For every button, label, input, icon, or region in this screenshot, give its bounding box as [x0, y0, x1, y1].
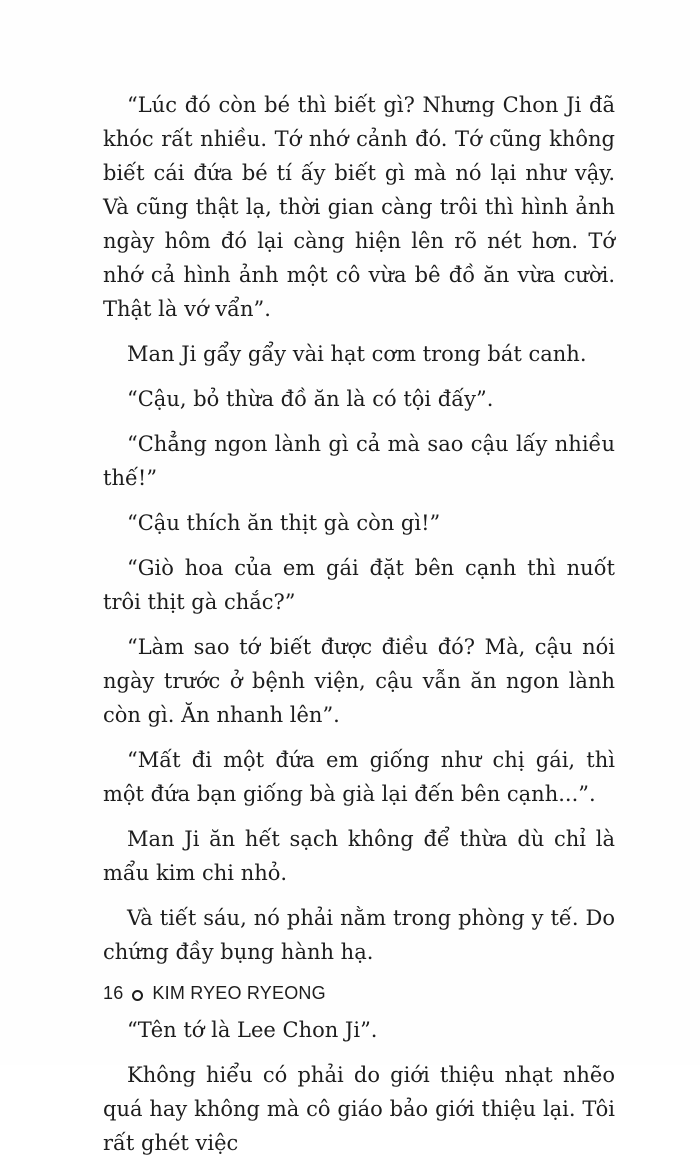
circle-separator-icon [132, 990, 143, 1001]
paragraph: “Chẳng ngon lành gì cả mà sao cậu lấy nhiều thế!” [103, 432, 615, 490]
paragraph: “Cậu thích ăn thịt gà còn gì!” [127, 511, 441, 535]
paragraph: “Giò hoa của em gái đặt bên cạnh thì nuốt trôi thịt gà chắc?” [103, 556, 615, 614]
page-footer [103, 983, 326, 1004]
paragraph: Và tiết sáu, nó phải nằm trong phòng y tế. Do chứng đầy bụng hành hạ. [103, 906, 615, 964]
author-name: KIM RYEO RYEONG [152, 983, 326, 1003]
body-text [103, 88, 615, 1171]
page-number: 16 [103, 983, 124, 1003]
paragraph: Không hiểu có phải do giới thiệu nhạt nhẽo quá hay không mà cô giáo bảo giới thiệu lại. Tôi rất ghét việc [103, 1063, 615, 1155]
paragraph: “Mất đi một đứa em giống như chị gái, thì một đứa bạn giống bà già lại đến bên cạnh...”. [103, 748, 615, 806]
paragraph: “Tên tớ là Lee Chon Ji”. [127, 1018, 378, 1042]
paragraph: Man Ji ăn hết sạch không để thừa dù chỉ là mẩu kim chi nhỏ. [103, 827, 615, 885]
paragraph: “Lúc đó còn bé thì biết gì? Nhưng Chon Ji đã khóc rất nhiều. Tớ nhớ cảnh đó. Tớ cũng không biết cái đứa bé tí ấy biết gì mà nó lại như vậy. Và cũng thật lạ, thời gian càng trôi thì hình ảnh ngày hôm đó lại càng hiện lên rõ nét hơn. Tớ nhớ cả hình ảnh một cô vừa bê đồ ăn vừa cười. Thật là vớ vẩn”. [103, 93, 615, 321]
paragraph: “Cậu, bỏ thừa đồ ăn là có tội đấy”. [127, 387, 494, 411]
paragraph: “Làm sao tớ biết được điều đó? Mà, cậu nói ngày trước ở bệnh viện, cậu vẫn ăn ngon lành còn gì. Ăn nhanh lên”. [103, 635, 615, 727]
paragraph: Man Ji gẩy gẩy vài hạt cơm trong bát canh. [127, 342, 587, 366]
